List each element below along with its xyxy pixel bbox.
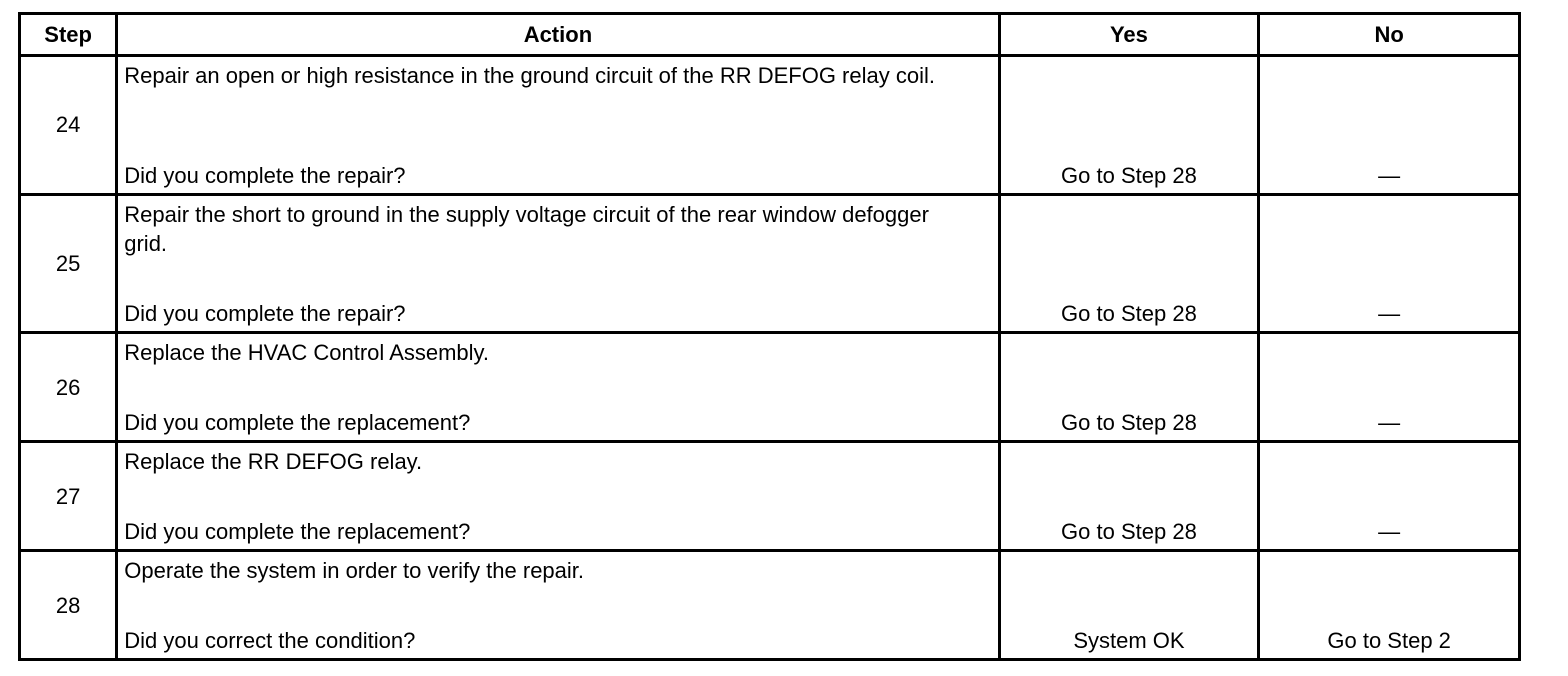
step-number: 27 [20, 442, 117, 551]
table-row [20, 551, 1520, 660]
header-row [20, 14, 1520, 56]
table-row [20, 333, 1520, 442]
step-number: 26 [20, 333, 117, 442]
step-number: 24 [20, 56, 117, 195]
no-result: — [1259, 333, 1520, 442]
header-yes: Yes [999, 14, 1259, 56]
action-cell [117, 56, 999, 195]
yes-result: System OK [999, 551, 1259, 660]
header-action: Action [117, 14, 999, 56]
table-row [20, 442, 1520, 551]
header-step: Step [20, 14, 117, 56]
yes-result: Go to Step 28 [999, 56, 1259, 195]
table-body [20, 56, 1520, 660]
action-text: Operate the system in order to verify the repair. [124, 558, 585, 584]
action-cell [117, 442, 999, 551]
action-cell [117, 551, 999, 660]
header-no: No [1259, 14, 1520, 56]
action-cell [117, 194, 999, 333]
table-header [20, 14, 1520, 56]
yes-result: Go to Step 28 [999, 194, 1259, 333]
action-cell [117, 333, 999, 442]
action-text: Repair the short to ground in the supply voltage circuit of the rear window defogger grid. [124, 201, 929, 256]
no-result: — [1259, 442, 1520, 551]
step-number: 28 [20, 551, 117, 660]
no-result: — [1259, 56, 1520, 195]
question-text: Did you complete the repair? [124, 162, 406, 188]
table-row [20, 56, 1520, 195]
question-text: Did you correct the condition? [124, 628, 416, 653]
no-result: Go to Step 2 [1259, 551, 1520, 660]
diagnostic-table [18, 12, 1521, 661]
action-text: Repair an open or high resistance in the ground circuit of the RR DEFOG relay coil. [124, 63, 935, 88]
yes-result: Go to Step 28 [999, 333, 1259, 442]
action-text: Replace the RR DEFOG relay. [124, 449, 423, 475]
question-text: Did you complete the replacement? [124, 519, 471, 545]
step-number: 25 [20, 194, 117, 333]
question-text: Did you complete the replacement? [124, 410, 471, 436]
no-result: — [1259, 194, 1520, 333]
table-row [20, 194, 1520, 333]
action-text: Replace the HVAC Control Assembly. [124, 340, 490, 366]
yes-result: Go to Step 28 [999, 442, 1259, 551]
question-text: Did you complete the repair? [124, 301, 406, 327]
